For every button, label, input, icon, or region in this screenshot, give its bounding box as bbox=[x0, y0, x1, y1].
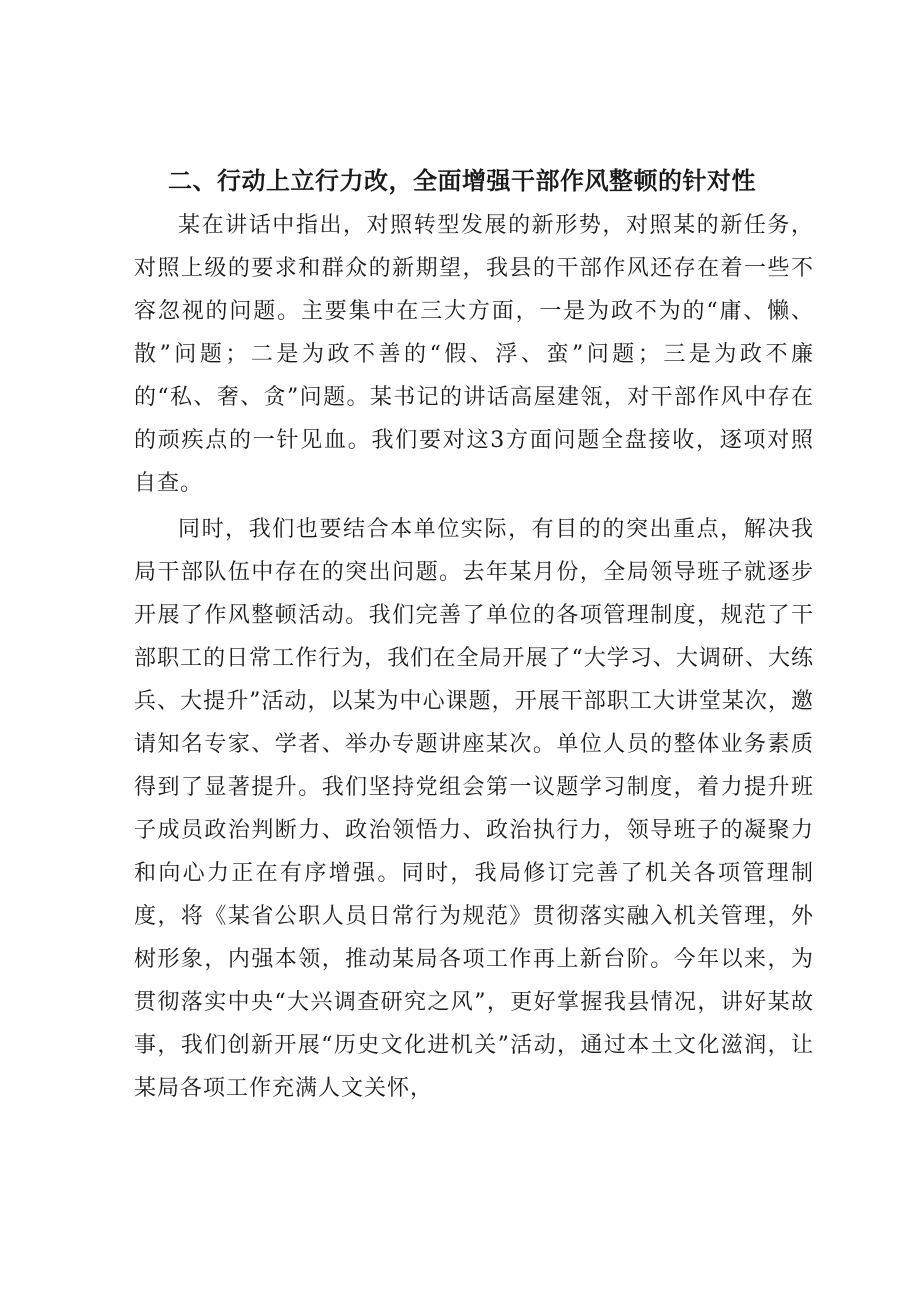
section-heading: 二、行动上立行力改，全面增强干部作风整顿的针对性 bbox=[168, 167, 756, 195]
body-paragraph-1: 某在讲话中指出，对照转型发展的新形势，对照某的新任务，对照上级的要求和群众的新期望，我县的干部作风还存在着一些不容忽视的问题。主要集中在三大方面，一是为政不为的“庸、懒、散”问题；二是为政不善的“假、浮、蛮”问题；三是为政不廉的“私、奢、贪”问题。某书记的讲话高屋建瓴，对干部作风中存在的顽疾点的一针见血。我们要对这3方面问题全盘接收，逐项对照自查。 bbox=[134, 213, 814, 496]
body-paragraph-2: 同时，我们也要结合本单位实际，有目的的突出重点，解决我局干部队伍中存在的突出问题。去年某月份，全局领导班子就逐步开展了作风整顿活动。我们完善了单位的各项管理制度，规范了干部职工的日常工作行为，我们在全局开展了“大学习、大调研、大练兵、大提升”活动，以某为中心课题，开展干部职工大讲堂某次，邀请知名专家、学者、举办专题讲座某次。单位人员的整体业务素质得到了显著提升。我们坚持党组会第一议题学习制度，着力提升班子成员政治判断力、政治领悟力、政治执行力，领导班子的凝聚力和向心力正在有序增强。同时，我局修订完善了机关各项管理制度，将《某省公职人员日常行为规范》贯彻落实融入机关管理，外树形象，内强本领，推动某局各项工作再上新台阶。今年以来，为贯彻落实中央“大兴调查研究之风”，更好掌握我县情况，讲好某故事，我们创新开展“历史文化进机关”活动，通过本土文化滋润，让某局各项工作充满人文关怀， bbox=[134, 517, 814, 1101]
